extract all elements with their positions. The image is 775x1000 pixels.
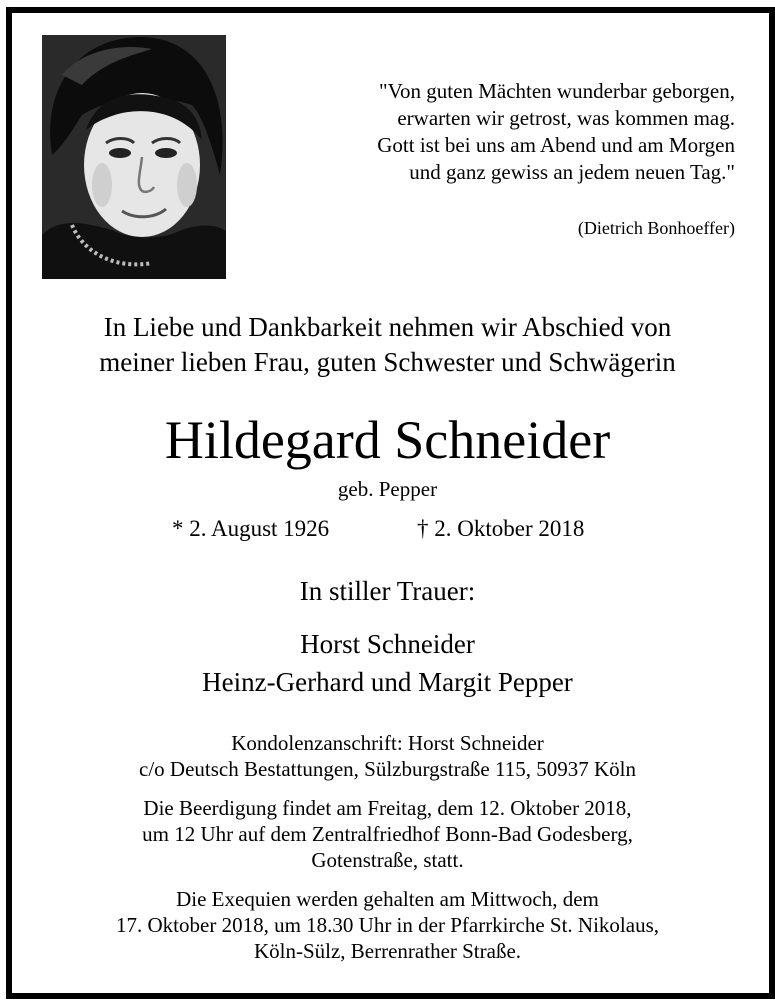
quote-line: und ganz gewiss an jedem neuen Tag." [409,160,735,184]
farewell-intro [12,310,763,380]
intro-line: In Liebe und Dankbarkeit nehmen wir Abschied von [103,312,672,342]
intro-line: meiner lieben Frau, guten Schwester und Schwägerin [99,347,676,377]
maiden-name: geb. Pepper [337,477,438,501]
condolence-line: c/o Deutsch Bestattungen, Sülzburgstraße 115, 50937 Köln [139,757,636,781]
exequies-line: 17. Oktober 2018, um 18.30 Uhr in der Pfarrkirche St. Nikolaus, [116,913,659,937]
exequies-line: Köln-Sülz, Berrenrather Straße. [253,939,522,963]
funeral-info [12,795,763,873]
portrait-photo [42,35,226,279]
funeral-line: um 12 Uhr auf dem Zentralfriedhof Bonn-Bad Godesberg, [142,822,633,846]
exequies-info [12,886,763,964]
death-date: † 2. Oktober 2018 [417,516,585,541]
funeral-line: Die Beerdigung findet am Freitag, dem 12. Oktober 2018, [143,796,632,820]
exequies-line: Die Exequien werden gehalten am Mittwoch, dem [176,887,599,911]
quote-line: Gott ist bei uns am Abend und am Morgen [377,133,735,157]
quote-line: erwarten wir getrost, was kommen mag. [397,106,735,130]
mourner-name: Horst Schneider [300,629,475,659]
quote-text [265,78,735,186]
mourning-heading: In stiller Trauer: [299,576,476,606]
funeral-line: Gotenstraße, statt. [311,848,464,872]
condolence-line: Kondolenzanschrift: Horst Schneider [231,731,544,755]
mourners-list [12,625,763,701]
condolence-address [12,730,763,782]
mourner-name: Heinz-Gerhard und Margit Pepper [202,667,573,697]
birth-date: * 2. August 1926 [172,516,330,541]
quote-author: (Dietrich Bonhoeffer) [577,218,735,238]
quote-line: "Von guten Mächten wunderbar geborgen, [379,79,735,103]
deceased-name: Hildegard Schneider [164,410,611,470]
